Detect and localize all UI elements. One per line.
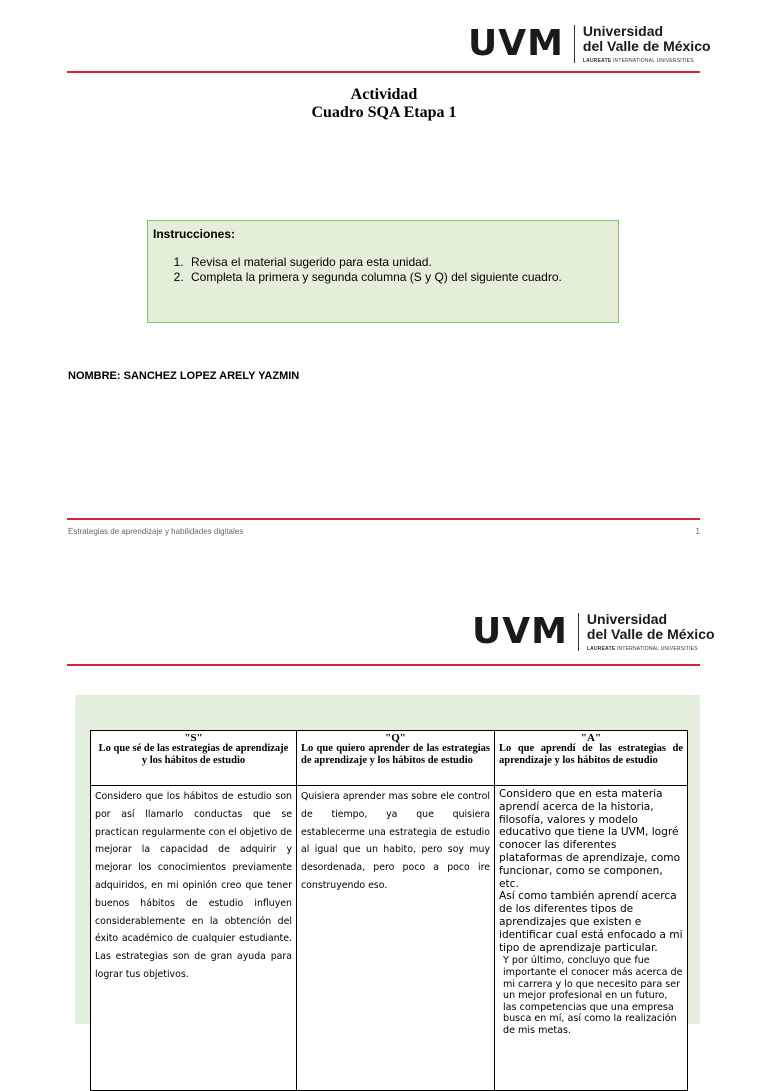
- column-header: Lo que sé de las estrategias de aprendizaje y los hábitos de estudio: [98, 743, 289, 766]
- logo-acronym: UVM: [472, 611, 568, 652]
- logo-name-line2: del Valle de México: [586, 626, 715, 642]
- cell-a-paragraph2: Así como también aprendí acerca de los diferentes tipos de aprendizajes que existen e identificar cual está enfocado a mi tipo de aprendizaje particular.: [499, 890, 683, 954]
- page-footer: [68, 527, 700, 536]
- logo-name-line1: Universidad: [582, 23, 664, 39]
- header-a: [495, 731, 688, 786]
- header-rule-page2: [67, 664, 700, 666]
- page-number: 1: [695, 527, 700, 536]
- header-q: [297, 731, 495, 786]
- instructions-heading: Instrucciones:: [153, 227, 236, 241]
- instructions-box: [147, 220, 619, 323]
- footer-course: Estrategias de aprendizaje y habilidades digitales: [68, 527, 244, 536]
- logo-text: [583, 24, 711, 64]
- cell-s: Considero que los hábitos de estudio son por así llamarlo conductas que se practican regularmente con el objetivo de mejorar la capacidad de adquirir y mejorar los conocimientos previamente adquiridos, en mi opinión creo que tener buenos hábitos de estudio influyen considerablemente en la obtención del éxito académico de cualquier estudiante. Las estrategias son de gran ayuda para lograr tus objetivos.: [91, 786, 297, 1091]
- logo-tagline: LAUREATE INTERNATIONAL UNIVERSITIES: [582, 58, 694, 64]
- instructions-list: [153, 255, 613, 285]
- logo-divider: [574, 25, 575, 63]
- cell-a-paragraph1: Considero que en esta materia aprendí acerca de la historia, filosofía, valores y modelo educativo que tiene la UVM, logré conocer las diferentes plataformas de aprendizaje, como funcionar, como se componen, etc.: [499, 788, 681, 890]
- logo-tagline: LAUREATE INTERNATIONAL UNIVERSITIES: [586, 646, 698, 652]
- footer-rule: [67, 518, 700, 520]
- page-title: [0, 86, 768, 122]
- logo-name-line2: del Valle de México: [582, 38, 711, 54]
- column-header: Lo que quiero aprender de las estrategias de aprendizaje y los hábitos de estudio: [301, 743, 490, 766]
- cell-a: [495, 786, 688, 1091]
- cell-a-paragraph3: Y por último, concluyo que fue importante el conocer más acerca de mi carrera y lo que necesito para ser un mejor profesional en un futuro, las competencias que una empresa busca en mí, así como la realización de mis metas.: [503, 955, 683, 1036]
- logo-acronym: UVM: [468, 23, 564, 64]
- instruction-item: 1. Revisa el material sugerido para esta unidad.: [187, 255, 613, 270]
- header-rule: [67, 71, 700, 73]
- column-letter: "A": [580, 732, 602, 744]
- student-name: NOMBRE: SANCHEZ LOPEZ ARELY YAZMIN: [68, 370, 300, 382]
- uvm-logo: [468, 24, 711, 64]
- instruction-item: 2. Completa la primera y segunda columna (S y Q) del siguiente cuadro.: [187, 270, 613, 285]
- cell-q: Quisiera aprender mas sobre ele control de tiempo, ya que quisiera establecerme una estrategia de estudio al igual que un habito, pero soy muy desordenada, pero poco a poco ire construyendo eso.: [297, 786, 495, 1091]
- uvm-logo-page2: [472, 612, 715, 652]
- title-line2: Cuadro SQA Etapa 1: [311, 104, 457, 121]
- sqa-table: [90, 730, 688, 1091]
- column-letter: "S": [184, 732, 203, 744]
- title-line1: Actividad: [350, 86, 418, 103]
- logo-name-line1: Universidad: [586, 611, 668, 627]
- table-row: [91, 786, 688, 1091]
- logo-text: [587, 612, 715, 652]
- column-letter: "Q": [385, 732, 406, 744]
- header-s: [91, 731, 297, 786]
- logo-divider: [578, 613, 579, 651]
- column-header: Lo que aprendí de las estrategias de aprendizaje y los hábitos de estudio: [499, 743, 683, 766]
- table-header-row: [91, 731, 688, 786]
